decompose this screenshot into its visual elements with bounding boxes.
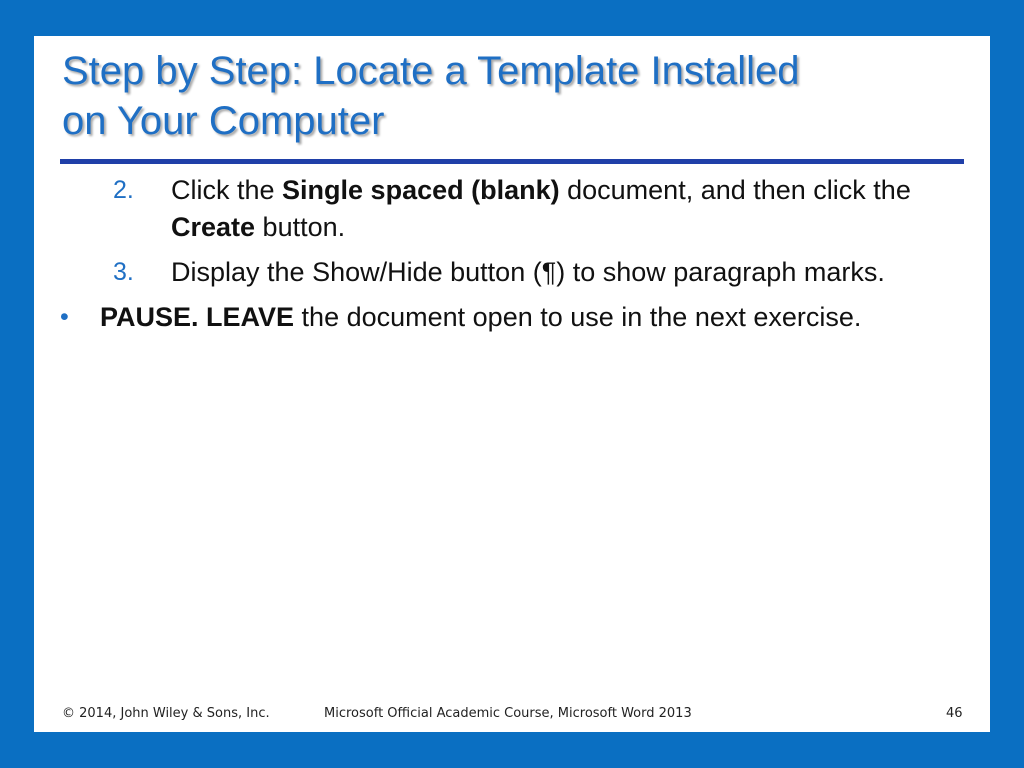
text-segment: button. bbox=[255, 212, 346, 242]
text-segment: the document open to use in the next exercise. bbox=[294, 302, 862, 332]
bold-text: PAUSE. LEAVE bbox=[100, 302, 295, 332]
list-item-3 bbox=[34, 254, 911, 291]
title-line-1: Step by Step: Locate a Template Installed bbox=[62, 49, 800, 93]
bold-text: Create bbox=[171, 212, 256, 242]
footer-course: Microsoft Official Academic Course, Microsoft Word 2013 bbox=[324, 706, 692, 721]
list-number: 2. bbox=[113, 176, 134, 204]
slide-title bbox=[62, 46, 962, 146]
bullet-icon: • bbox=[60, 303, 69, 331]
footer-copyright: © 2014, John Wiley & Sons, Inc. bbox=[62, 706, 270, 721]
bullet-item bbox=[34, 299, 890, 336]
text-segment: Click the bbox=[171, 175, 283, 205]
title-divider bbox=[60, 159, 964, 164]
list-number: 3. bbox=[113, 258, 134, 286]
bold-text: Single spaced (blank) bbox=[282, 175, 560, 205]
page-number: 46 bbox=[946, 706, 963, 721]
title-line-2: on Your Computer bbox=[62, 99, 385, 143]
list-item-2 bbox=[34, 172, 911, 246]
slide-body bbox=[34, 172, 990, 336]
slide bbox=[34, 36, 990, 732]
text-segment: Display the Show/Hide button (¶) to show paragraph marks. bbox=[171, 257, 885, 287]
text-segment: document, and then click the bbox=[559, 175, 911, 205]
